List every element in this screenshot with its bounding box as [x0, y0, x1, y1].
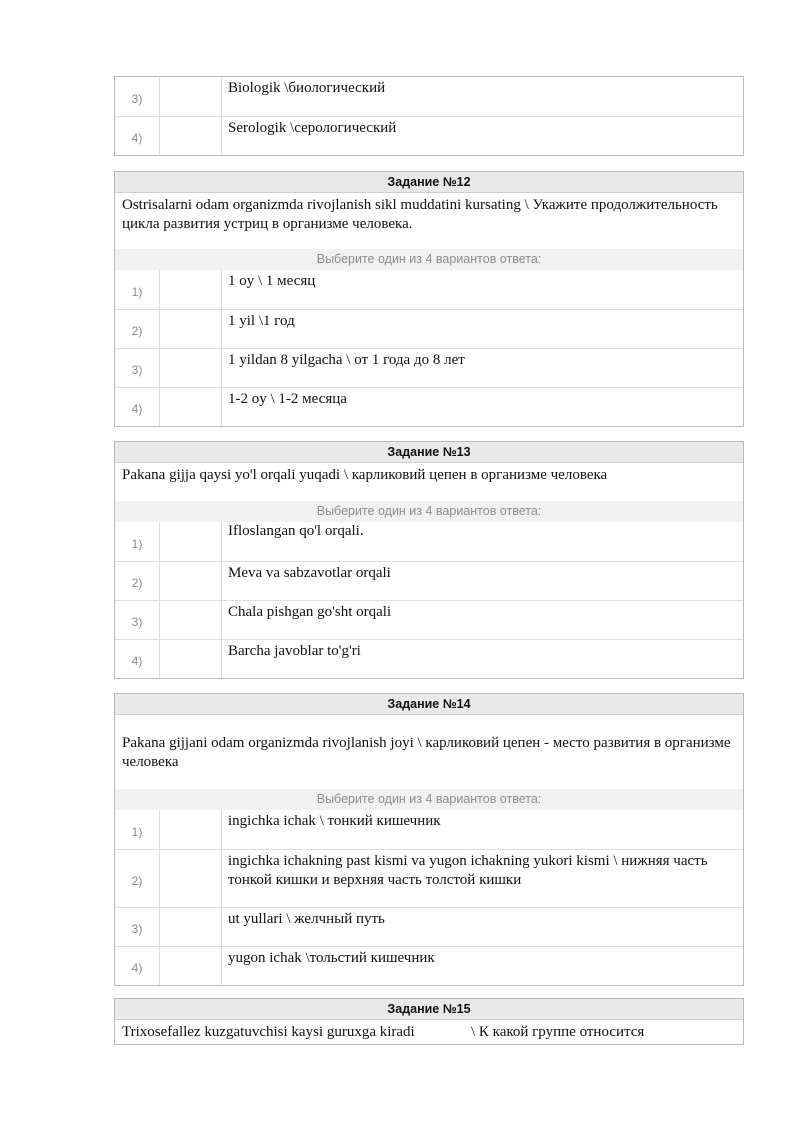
answer-select-cell[interactable] — [159, 850, 222, 907]
answer-row[interactable] — [115, 639, 743, 678]
answer-number: 3) — [131, 922, 143, 936]
previous-task-answers — [114, 76, 744, 156]
answer-list — [115, 522, 743, 678]
task-title: Задание №15 — [115, 999, 743, 1020]
answer-select-cell[interactable] — [159, 640, 222, 678]
answer-row[interactable] — [115, 600, 743, 639]
answer-row[interactable] — [115, 77, 743, 116]
answer-text: 1-2 oy \ 1-2 месяца — [228, 391, 347, 407]
task-title: Задание №12 — [115, 172, 743, 193]
answer-number: 4) — [131, 654, 143, 668]
answer-instruction: Выберите один из 4 вариантов ответа: — [115, 501, 743, 522]
answer-select-cell[interactable] — [159, 349, 222, 387]
answer-number: 2) — [131, 873, 143, 888]
answer-text: 1 yildan 8 yilgacha \ от 1 года до 8 лет — [228, 352, 465, 368]
answer-select-cell[interactable] — [159, 562, 222, 600]
answer-text: Ifloslangan qo'l orqali. — [228, 523, 364, 539]
answer-row[interactable] — [115, 387, 743, 426]
answer-text: ingichka ichakning past kismi va yugon ichakning yukori kismi \ нижняя часть тонкой кишки и верхняя часть толстой кишки — [228, 853, 708, 888]
answer-row[interactable] — [115, 849, 743, 907]
task-13 — [114, 441, 744, 679]
answer-row[interactable] — [115, 561, 743, 600]
answer-list — [115, 270, 743, 426]
answer-text: ingichka ichak \ тонкий кишечник — [228, 813, 441, 829]
answer-instruction: Выберите один из 4 вариантов ответа: — [115, 789, 743, 810]
answer-select-cell[interactable] — [159, 270, 222, 309]
answer-row[interactable] — [115, 946, 743, 985]
answer-row[interactable] — [115, 810, 743, 849]
task-title: Задание №14 — [115, 694, 743, 715]
answer-number: 1) — [131, 824, 143, 839]
answer-text: Chala pishgan go'sht orqali — [228, 604, 392, 620]
answer-number: 4) — [131, 402, 143, 416]
answer-list — [115, 810, 743, 985]
answer-number: 3) — [131, 363, 143, 377]
answer-select-cell[interactable] — [159, 908, 222, 946]
answer-row[interactable] — [115, 907, 743, 946]
answer-row[interactable] — [115, 309, 743, 348]
task-12 — [114, 171, 744, 427]
answer-select-cell[interactable] — [159, 947, 222, 985]
answer-text: 1 yil \1 год — [228, 313, 295, 329]
answer-number: 4) — [131, 131, 143, 145]
answer-text: yugon ichak \тольстий кишечник — [228, 950, 435, 966]
answer-instruction: Выберите один из 4 вариантов ответа: — [115, 249, 743, 270]
answer-number: 3) — [131, 91, 143, 106]
answer-number: 4) — [131, 961, 143, 975]
answer-number: 3) — [131, 615, 143, 629]
answer-row[interactable] — [115, 522, 743, 561]
answer-number: 1) — [131, 284, 143, 299]
answer-text: Barcha javoblar to'g'ri — [228, 643, 361, 659]
answer-row[interactable] — [115, 270, 743, 309]
question-text: Pakana gijjani odam organizmda rivojlanish joyi \ карликовий цепен - место развития в организме человека — [122, 735, 731, 770]
answer-select-cell[interactable] — [159, 601, 222, 639]
answer-number: 1) — [131, 536, 143, 551]
answer-select-cell[interactable] — [159, 810, 222, 849]
answer-select-cell[interactable] — [159, 310, 222, 348]
answer-text: 1 oy \ 1 месяц — [228, 273, 316, 289]
answer-select-cell[interactable] — [159, 522, 222, 561]
answer-text: Biologik \биологический — [228, 80, 386, 96]
question-text: Trixosefallez kuzgatuvchisi kaysi guruxga kiradi \ К какой группе относится — [122, 1024, 645, 1040]
answer-select-cell[interactable] — [159, 388, 222, 426]
answer-row[interactable] — [115, 116, 743, 155]
answer-number: 2) — [131, 576, 143, 590]
answer-select-cell[interactable] — [159, 117, 222, 155]
answer-row[interactable] — [115, 348, 743, 387]
task-title: Задание №13 — [115, 442, 743, 463]
answer-text: Serologik \серологический — [228, 120, 397, 136]
task-15 — [114, 998, 744, 1045]
answer-number: 2) — [131, 324, 143, 338]
answer-text: ut yullari \ желчный путь — [228, 911, 385, 927]
question-text: Ostrisalarni odam organizmda rivojlanish sikl muddatini kursating \ Укажите продолжительность цикла развития устриц в организме человека. — [122, 197, 718, 232]
question-text: Pakana gijja qaysi yo'l orqali yuqadi \ карликовий цепен в организме человека — [122, 467, 608, 483]
answer-text: Meva va sabzavotlar orqali — [228, 565, 391, 581]
answer-select-cell[interactable] — [159, 77, 222, 116]
task-14 — [114, 693, 744, 986]
